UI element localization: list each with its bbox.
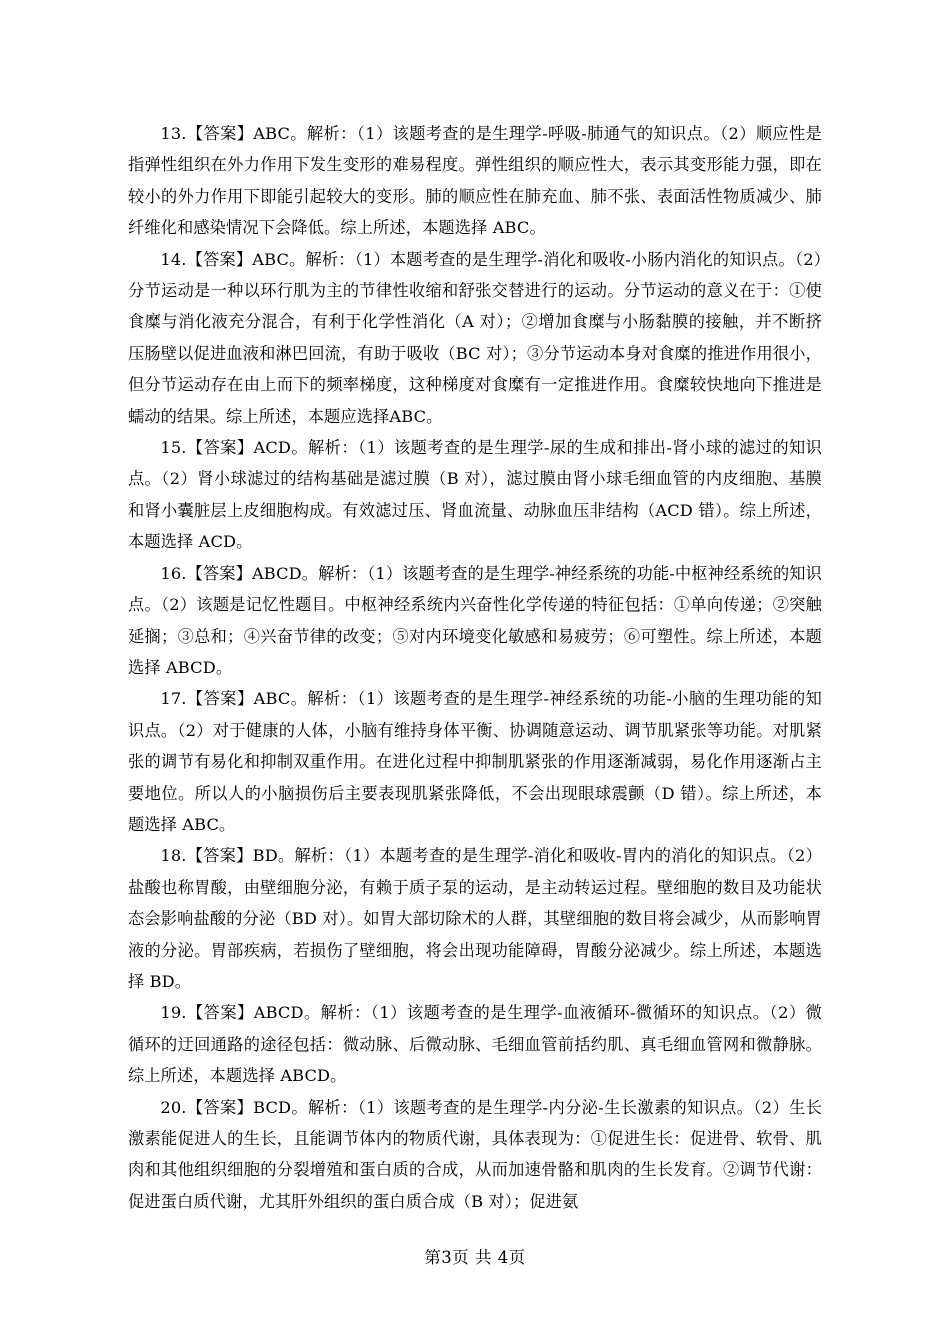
answer-paragraph-16: 16.【答案】ABCD。解析：（1）该题考查的是生理学-神经系统的功能-中枢神经系统的知识点。（2）该题是记忆性题目。中枢神经系统内兴奋性化学传递的特征包括：①单向传递；②突触延搁；③总和；④兴奋节律的改变；⑤对内环境变化敏感和易疲劳；⑥可塑性。综上所述，本题选择 ABCD。 [128,563,822,677]
page-footer [0,1244,950,1268]
answer-paragraph-20: 20.【答案】BCD。解析：（1）该题考查的是生理学-内分泌-生长激素的知识点。（2）生长激素能促进人的生长，且能调节体内的物质代谢，具体表现为：①促进生长：促进骨、软骨、肌肉和其他组织细胞的分裂增殖和蛋白质的合成，从而加速骨骼和肌肉的生长发育。②调节代谢：促进蛋白质代谢，尤其肝外组织的蛋白质合成（B 对）；促进氨 [128,1097,822,1211]
answer-paragraph-19: 19.【答案】ABCD。解析：（1）该题考查的是生理学-血液循环-微循环的知识点。（2）微循环的迂回通路的途径包括：微动脉、后微动脉、毛细血管前括约肌、真毛细血管网和微静脉。综上所述，本题选择 ABCD。 [128,1003,822,1086]
answer-paragraph-17: 17.【答案】ABC。解析：（1）该题考查的是生理学-神经系统的功能-小脑的生理功能的知识点。（2）对于健康的人体，小脑有维持身体平衡、协调随意运动、调节肌紧张等功能。对肌紧张的调节有易化和抑制双重作用。在进化过程中抑制肌紧张的作用逐渐减弱，易化作用逐渐占主要地位。所以人的小脑损伤后主要表现肌紧张降低，不会出现眼球震颤（D 错）。综上所述，本题选择 ABC。 [128,689,822,834]
answer-paragraph-15: 15.【答案】ACD。解析：（1）该题考查的是生理学-尿的生成和排出-肾小球的滤过的知识点。（2）肾小球滤过的结构基础是滤过膜（B 对），滤过膜由肾小球毛细血管的内皮细胞、基膜和肾小囊脏层上皮细胞构成。有效滤过压、肾血流量、动脉血压非结构（ACD 错）。综上所述，本题选择 ACD。 [128,438,822,552]
page-number: 第3页 共 4页 [424,1248,526,1267]
answer-paragraph-18: 18.【答案】BD。解析：（1）本题考查的是生理学-消化和吸收-胃内的消化的知识点。（2）盐酸也称胃酸，由壁细胞分泌，有赖于质子泵的运动，是主动转运过程。壁细胞的数目及功能状态会影响盐酸的分泌（BD 对）。如胃大部切除术的人群，其壁细胞的数目将会减少，从而影响胃液的分泌。胃部疾病，若损伤了壁细胞，将会出现功能障碍，胃酸分泌减少。综上所述，本题选择 BD。 [128,846,822,991]
answer-paragraph-13: 13.【答案】ABC。解析：（1）该题考查的是生理学-呼吸-肺通气的知识点。（2）顺应性是指弹性组织在外力作用下发生变形的难易程度。弹性组织的顺应性大，表示其变形能力强，即在较小的外力作用下即能引起较大的变形。肺的顺应性在肺充血、肺不张、表面活性物质减少、肺纤维化和感染情况下会降低。综上所述，本题选择 ABC。 [128,124,822,238]
answer-paragraph-14: 14.【答案】ABC。解析：（1）本题考查的是生理学-消化和吸收-小肠内消化的知识点。（2）分节运动是一种以环行肌为主的节律性收缩和舒张交替进行的运动。分节运动的意义在于：①使食糜与消化液充分混合，有利于化学性消化（A 对）；②增加食糜与小肠黏膜的接触，并不断挤压肠壁以促进血液和淋巴回流，有助于吸收（BC 对）；③分节运动本身对食糜的推进作用很小，但分节运动存在由上而下的频率梯度，这种梯度对食糜有一定推进作用。食糜较快地向下推进是蠕动的结果。综上所述，本题应选择ABC。 [128,249,822,426]
document-body [128,118,822,1217]
